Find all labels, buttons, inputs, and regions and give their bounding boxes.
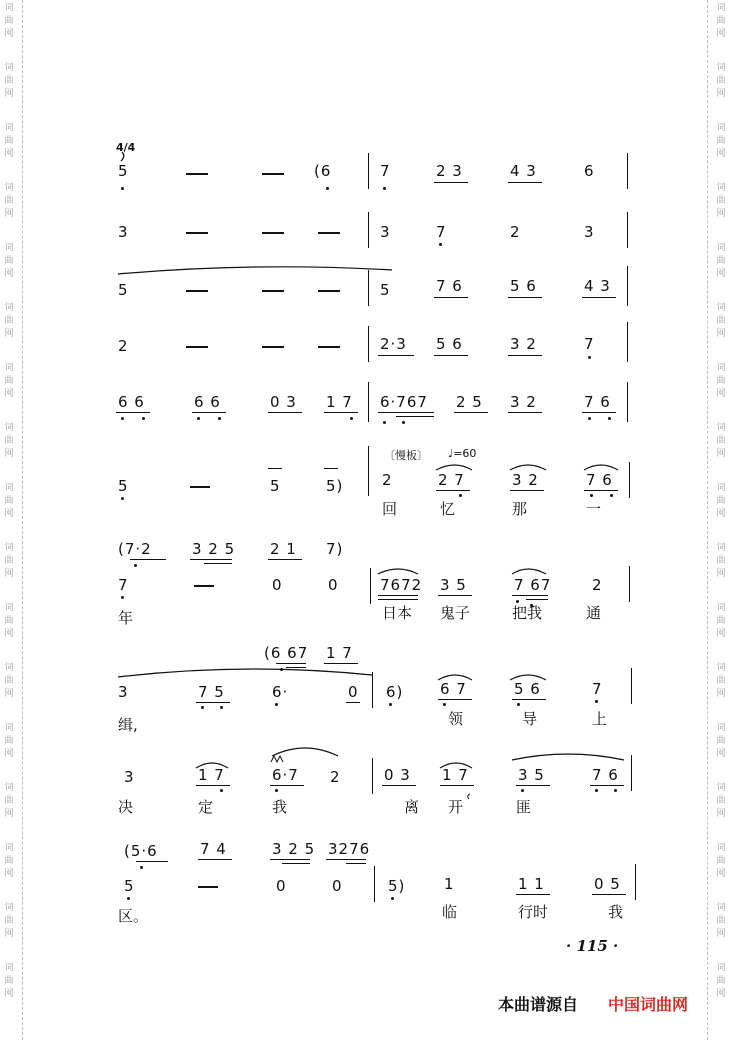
extension-dash [186, 346, 208, 348]
low-dot [134, 564, 137, 567]
slur-r7-a [378, 569, 418, 574]
tempo-value: ♩=60 [448, 447, 477, 460]
note: 0 5 [594, 875, 621, 893]
underline [378, 355, 414, 356]
note: 1 1 [518, 875, 545, 893]
note: (5·6 [124, 842, 158, 860]
watermark-text: 词 曲 网 [716, 63, 726, 99]
note: 6·767 [380, 393, 428, 411]
underline [382, 785, 416, 786]
note: 2 5 [456, 393, 483, 411]
note: 5 [118, 477, 129, 495]
small-mark [468, 794, 470, 799]
note: 4 3 [510, 162, 537, 180]
lyric: 匪 [516, 798, 532, 816]
note: 3 2 5 [272, 840, 316, 858]
watermark-text: 词 曲 网 [716, 423, 726, 459]
underline [190, 559, 232, 560]
watermark-text: 词 曲 网 [716, 723, 726, 759]
extension-dash [186, 173, 208, 175]
bar-line [368, 270, 369, 306]
note: 6) [386, 683, 404, 701]
watermark-text: 词 曲 网 [4, 603, 14, 639]
watermark-text: 词 曲 网 [4, 63, 14, 99]
watermark-text: 词 曲 网 [4, 663, 14, 699]
underline [436, 490, 470, 491]
lyric: 定 [198, 798, 214, 816]
extension-dash [262, 346, 284, 348]
tempo-marking: 〔慢板〕 [384, 449, 428, 462]
underline [378, 599, 418, 600]
underline [130, 559, 166, 560]
lyric: 我 [608, 903, 624, 921]
low-dot [443, 703, 446, 706]
low-dot [121, 417, 124, 420]
note: 1 7 [326, 393, 353, 411]
note: 7 [118, 576, 129, 594]
note: 6 6 [118, 393, 145, 411]
note: 5 [124, 877, 135, 895]
watermark-text: 词 曲 网 [4, 843, 14, 879]
note: 0 [272, 576, 283, 594]
underline [438, 699, 472, 700]
slur-r9-d [512, 754, 624, 760]
note: 2 3 [436, 162, 463, 180]
lyric: 领 [448, 710, 464, 728]
underline [192, 412, 226, 413]
bar-line [370, 568, 371, 604]
underline [516, 785, 550, 786]
watermark-text: 词 曲 网 [716, 543, 726, 579]
bar-line [368, 326, 369, 362]
low-dot [517, 703, 520, 706]
bar-line [627, 266, 628, 306]
bar-line [372, 758, 373, 794]
low-dot [608, 417, 611, 420]
watermark-text: 词 曲 网 [4, 3, 14, 39]
note: 3 2 [510, 393, 537, 411]
note: 7 [584, 335, 595, 353]
watermark-text: 词 曲 网 [4, 363, 14, 399]
note: 2 [510, 223, 521, 241]
note: 6·7 [272, 766, 299, 784]
note: 2 7 [438, 471, 465, 489]
underline [512, 595, 548, 596]
extension-dash [194, 585, 214, 587]
note: 2 [382, 471, 393, 489]
watermark-text: 词 曲 网 [716, 183, 726, 219]
low-dot [275, 789, 278, 792]
watermark-text: 词 曲 网 [716, 3, 726, 39]
low-dot [402, 421, 405, 424]
underline [440, 785, 474, 786]
note: 7) [326, 540, 344, 558]
low-dot [201, 706, 204, 709]
lyric: 一 [586, 500, 602, 518]
extension-dash [190, 486, 210, 488]
underline [346, 863, 366, 864]
note: 7 6 [584, 393, 611, 411]
lyric: 那 [512, 500, 528, 518]
note: 3 [124, 768, 135, 786]
low-dot [142, 417, 145, 420]
extension-dash [262, 290, 284, 292]
note: 1 7 [326, 644, 353, 662]
bar-line [372, 672, 373, 708]
underline [434, 182, 468, 183]
watermark-text: 词 曲 网 [4, 963, 14, 999]
note: 7 5 [198, 683, 225, 701]
watermark-text: 词 曲 网 [716, 663, 726, 699]
note: 7 [592, 680, 603, 698]
lyric: 决 [118, 798, 134, 816]
lyric: 开 [448, 798, 464, 816]
underline [516, 894, 550, 895]
watermark-text: 词 曲 网 [4, 423, 14, 459]
bar-line [368, 212, 369, 248]
bar-line [629, 462, 630, 498]
watermark-text: 词 曲 网 [4, 783, 14, 819]
underline [270, 785, 304, 786]
low-dot [614, 789, 617, 792]
low-dot [197, 417, 200, 420]
lyric: 通 [586, 604, 602, 622]
watermark-text: 词 曲 网 [716, 243, 726, 279]
underline [270, 859, 310, 860]
bar-line [631, 755, 632, 791]
slur-r6-b [510, 465, 546, 470]
underline [592, 894, 626, 895]
slur-r6-c [584, 465, 618, 470]
underline [268, 559, 302, 560]
low-dot [383, 187, 386, 190]
underline [508, 355, 542, 356]
low-dot [220, 789, 223, 792]
bar-line [368, 382, 369, 422]
underline [286, 667, 306, 668]
watermark-text: 词 曲 网 [4, 123, 14, 159]
note: 7 4 [200, 840, 227, 858]
lyric: 把我 [512, 604, 543, 622]
lyric: 缉, [118, 716, 138, 734]
note: 5 [118, 281, 129, 299]
note: 5) [388, 877, 406, 895]
low-dot [588, 417, 591, 420]
low-dot [439, 243, 442, 246]
low-dot [595, 700, 598, 703]
tie-row3 [118, 267, 392, 274]
low-dot [275, 703, 278, 706]
extension-dash [318, 290, 340, 292]
bar-line [635, 864, 636, 900]
underline [326, 859, 366, 860]
underline [434, 297, 468, 298]
underline [582, 412, 616, 413]
note: 5 [380, 281, 391, 299]
note: 7 67 [514, 576, 552, 594]
low-dot [121, 497, 124, 500]
underline [508, 412, 542, 413]
lyric: 区。 [118, 907, 149, 925]
lyric: 年 [118, 609, 134, 627]
underline [196, 702, 230, 703]
note: 3 2 [512, 471, 539, 489]
underline [454, 412, 488, 413]
note: 0 [276, 877, 287, 895]
low-dot [595, 789, 598, 792]
lyric: 鬼子 [440, 604, 471, 622]
note: 0 [332, 877, 343, 895]
underline [378, 595, 418, 596]
bar-line [627, 153, 628, 189]
note: 6 6 [194, 393, 221, 411]
low-dot [326, 187, 329, 190]
underline [116, 412, 150, 413]
tie-row8 [118, 669, 372, 677]
note: 2 1 [270, 540, 297, 558]
note: 0 3 [270, 393, 297, 411]
bar-line [627, 382, 628, 422]
underline [396, 416, 434, 417]
low-dot [588, 356, 591, 359]
extension-dash [186, 232, 208, 234]
watermark-text: 词 曲 网 [716, 303, 726, 339]
low-dot [383, 421, 386, 424]
low-dot [121, 187, 124, 190]
watermark-text: 词 曲 网 [4, 183, 14, 219]
note: 0 3 [384, 766, 411, 784]
low-dot [127, 897, 130, 900]
note: 5) [326, 477, 344, 495]
low-dot [121, 596, 124, 599]
watermark-text: 词 曲 网 [716, 123, 726, 159]
lyric: 我 [272, 798, 288, 816]
slur-r7-b [512, 569, 546, 574]
bar-line [368, 153, 369, 189]
extension-dash [318, 346, 340, 348]
overline [324, 468, 338, 469]
underline [584, 490, 618, 491]
note: 1 7 [198, 766, 225, 784]
note: 1 7 [442, 766, 469, 784]
bar-line [368, 446, 369, 496]
underline [438, 595, 472, 596]
note: (6 [314, 162, 332, 180]
bar-line [629, 566, 630, 602]
low-dot [218, 417, 221, 420]
underline [276, 663, 306, 664]
bar-line [627, 322, 628, 362]
underline [508, 297, 542, 298]
underline [324, 663, 358, 664]
mordent-mark [271, 756, 283, 762]
low-dot [610, 494, 613, 497]
underline [196, 785, 230, 786]
low-dot [516, 600, 519, 603]
note: 6 7 [440, 680, 467, 698]
note: 7 [380, 162, 391, 180]
lyric: 离 [404, 798, 420, 816]
note: 5 6 [436, 335, 463, 353]
note: 6 [584, 162, 595, 180]
lyric: 上 [592, 710, 608, 728]
low-dot [220, 706, 223, 709]
underline [590, 785, 624, 786]
note: 7 6 [592, 766, 619, 784]
lyric: 导 [522, 710, 538, 728]
note: 7 6 [586, 471, 613, 489]
extension-dash [198, 886, 218, 888]
watermark-text: 词 曲 网 [4, 723, 14, 759]
watermark-text: 词 曲 网 [716, 963, 726, 999]
note: 2 [330, 768, 341, 786]
note: 2 [592, 576, 603, 594]
note: (7·2 [118, 540, 152, 558]
underline [512, 699, 546, 700]
low-dot [350, 417, 353, 420]
underline [582, 297, 616, 298]
watermark-text: 词 曲 网 [716, 903, 726, 939]
note: 2·3 [380, 335, 407, 353]
watermark-text: 词 曲 网 [716, 843, 726, 879]
note: 3 [380, 223, 391, 241]
underline [510, 490, 544, 491]
bar-line [631, 668, 632, 704]
note: 2 [118, 337, 129, 355]
low-dot [590, 494, 593, 497]
overline [268, 468, 282, 469]
slur-r9-b [272, 748, 338, 756]
note: 7 [436, 223, 447, 241]
extension-dash [318, 232, 340, 234]
note: 7672 [380, 576, 423, 594]
note: 3 [118, 683, 129, 701]
low-dot [140, 866, 143, 869]
watermark-text: 词 曲 网 [4, 543, 14, 579]
note: 5 [118, 162, 129, 180]
note: 5 6 [514, 680, 541, 698]
time-signature: 4/4 [116, 141, 136, 154]
underline [508, 182, 542, 183]
low-dot [391, 897, 394, 900]
extension-dash [262, 173, 284, 175]
underline [204, 563, 232, 564]
note: 3276 [328, 840, 371, 858]
note: 3 2 5 [192, 540, 236, 558]
lyric: 行时 [518, 903, 549, 921]
watermark-text: 词 曲 网 [716, 363, 726, 399]
note: 3 5 [440, 576, 467, 594]
note: 6· [272, 683, 289, 701]
note: 5 [270, 477, 281, 495]
underline [198, 859, 232, 860]
extension-dash [186, 290, 208, 292]
underline [526, 599, 548, 600]
note: 3 2 [510, 335, 537, 353]
watermark-text: 词 曲 网 [716, 603, 726, 639]
slur-r6-a [436, 465, 472, 470]
low-dot [521, 789, 524, 792]
note: 3 [118, 223, 129, 241]
underline [136, 861, 168, 862]
underline [346, 702, 360, 703]
source-prefix: 本曲谱源自 [498, 995, 579, 1014]
watermark-text: 词 曲 网 [716, 783, 726, 819]
watermark-text: 词 曲 网 [4, 243, 14, 279]
lyric: 忆 [440, 500, 456, 518]
lyric: 回 [382, 500, 398, 518]
note: (6 67 [264, 644, 309, 662]
note: 5 6 [510, 277, 537, 295]
watermark-text: 词 曲 网 [4, 903, 14, 939]
underline [324, 412, 358, 413]
watermark-text: 词 曲 网 [716, 483, 726, 519]
bar-line [374, 866, 375, 902]
low-dot [280, 668, 283, 671]
note: 4 3 [584, 277, 611, 295]
extension-dash [262, 232, 284, 234]
lyric: 临 [442, 903, 458, 921]
bar-line [627, 212, 628, 248]
note: 3 5 [518, 766, 545, 784]
low-dot [389, 703, 392, 706]
low-dot [459, 494, 462, 497]
note: 0 [328, 576, 339, 594]
watermark-text: 词 曲 网 [4, 483, 14, 519]
note: 1 [444, 875, 455, 893]
note: 7 6 [436, 277, 463, 295]
page-number: · 115 · [566, 937, 619, 955]
underline [282, 863, 310, 864]
underline [268, 412, 302, 413]
source-site-link[interactable]: 中国词曲网 [608, 995, 689, 1014]
watermark-text: 词 曲 网 [4, 303, 14, 339]
note: 3 [584, 223, 595, 241]
underline [434, 355, 468, 356]
lyric: 日本 [382, 604, 413, 622]
note: 0 [348, 683, 359, 701]
underline [378, 412, 434, 413]
